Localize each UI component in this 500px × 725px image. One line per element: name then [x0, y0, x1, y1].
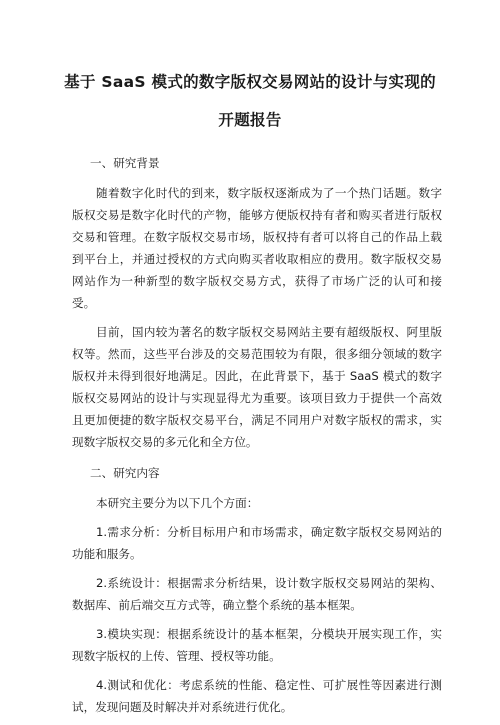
document-body — [72, 152, 442, 725]
background-paragraph: 随着数字化时代的到来，数字版权逐渐成为了一个热门话题。数字版权交易是数字化时代的产物，能够方便版权持有者和购买者进行版权交易和管理。在数字版权交易市场，版权持有者可以将自己的作品上载到平台上，并通过授权的方式向购买者收取相应的费用。数字版权交易网站作为一种新型的数字版权交易方式，获得了市场广泛的认可和接受。 — [72, 186, 442, 310]
content-list-item: 4.测试和优化：考虑系统的性能、稳定性、可扩展性等因素进行测试，发现问题及时解决并对系统进行优化。 — [72, 678, 442, 714]
content-list-item: 1.需求分析：分析目标用户和市场需求，确定数字版权交易网站的功能和服务。 — [72, 525, 442, 561]
document-title-line1: 基于 SaaS 模式的数字版权交易网站的设计与实现的 — [64, 73, 436, 91]
content-list-item: 3.模块实现：根据系统设计的基本框架，分模块开展实现工作，实现数字版权的上传、管理、授权等功能。 — [72, 627, 442, 663]
content-list-item: 2.系统设计：根据需求分析结果，设计数字版权交易网站的架构、数据库、前后端交互方式等，确立整个系统的基本框架。 — [72, 576, 442, 612]
section-heading-background: 一、研究背景 — [90, 156, 160, 170]
section-heading-content: 二、研究内容 — [90, 466, 160, 480]
document-title-line2: 开题报告 — [218, 111, 282, 129]
content-intro: 本研究主要分为以下几个方面： — [96, 496, 259, 510]
background-paragraph: 目前，国内较为著名的数字版权交易网站主要有超级版权、阿里版权等。然而，这些平台涉及的交易范围较为有限，很多细分领域的数字版权并未得到很好地满足。因此，在此背景下，基于 SaaS 模式的数字版权交易网站的设计与实现显得尤为重要。该项目致力于提供一个高效且更加便捷的数字版权交易平台，满足不同用户对数字版权的需求，实现数字版权交易的多元化和全方位。 — [72, 325, 442, 449]
